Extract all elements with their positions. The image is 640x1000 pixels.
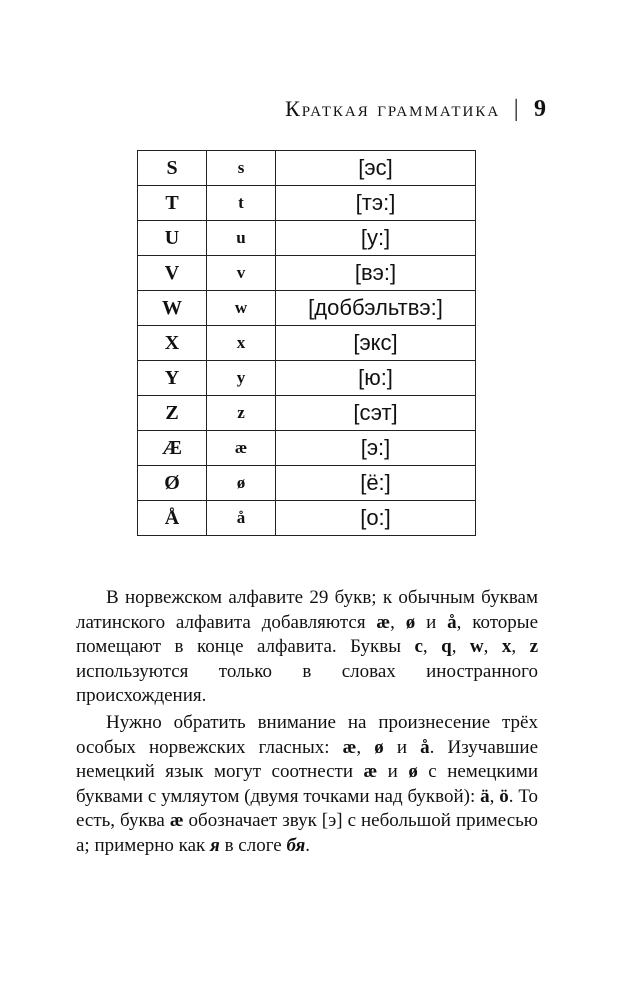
text-run: и	[415, 611, 448, 633]
alphabet-row	[138, 501, 476, 536]
uppercase-letter: T	[138, 186, 207, 221]
alphabet-row	[138, 221, 476, 256]
text-run: с немецкими буквами с умляутом (двумя точками над буквой):	[76, 761, 539, 807]
uppercase-letter: X	[138, 326, 207, 361]
alphabet-row	[138, 361, 476, 396]
letter-c: c	[414, 636, 423, 658]
letter-w: w	[469, 636, 484, 658]
pronunciation: [тэ:]	[276, 186, 476, 221]
uppercase-letter: W	[138, 291, 207, 326]
letter-a-ring: å	[420, 736, 430, 758]
uppercase-letter: U	[138, 221, 207, 256]
page-number: 9	[534, 96, 546, 122]
text-run: ,	[511, 636, 530, 658]
alphabet-row	[138, 326, 476, 361]
letter-o-umlaut: ö	[499, 785, 509, 807]
pronunciation: [ё:]	[276, 466, 476, 501]
uppercase-letter: Z	[138, 396, 207, 431]
pronunciation: [сэт]	[276, 396, 476, 431]
letter-o-slash: ø	[405, 611, 416, 633]
alphabet-row	[138, 256, 476, 291]
body-text	[76, 586, 538, 859]
text-run: ,	[483, 636, 502, 658]
running-header	[0, 96, 546, 123]
text-run: обозначает звук [э] с небольшой примесью а; примерно как	[76, 810, 538, 856]
lowercase-letter: u	[207, 221, 276, 256]
text-run: , которые помещают в конце алфавита. Буквы	[76, 611, 539, 658]
paragraph-vowels	[76, 711, 538, 859]
alphabet-table-body	[138, 151, 476, 536]
letter-a-ring: å	[447, 611, 457, 633]
lowercase-letter: w	[207, 291, 276, 326]
lowercase-letter: v	[207, 256, 276, 291]
text-run: Нужно обратить внимание на произнесение трёх особых норвежских гласных:	[76, 711, 538, 758]
text-run: ,	[390, 611, 406, 633]
text-run: и	[377, 761, 409, 783]
uppercase-letter: V	[138, 256, 207, 291]
text-run: . Изучавшие немецкий язык могут соотнести	[76, 736, 539, 783]
uppercase-letter: S	[138, 151, 207, 186]
alphabet-row	[138, 396, 476, 431]
alphabet-row	[138, 431, 476, 466]
section-title: Краткая грамматика	[285, 96, 501, 121]
letter-ae: æ	[376, 611, 391, 633]
example-letter-ya: я	[210, 834, 220, 856]
pronunciation: [эс]	[276, 151, 476, 186]
pronunciation: [экс]	[276, 326, 476, 361]
alphabet-table	[137, 150, 476, 536]
text-run: . То есть, буква	[76, 785, 539, 832]
text-run: в слоге	[219, 834, 287, 856]
text-run: .	[305, 834, 310, 856]
letter-x: x	[501, 636, 512, 658]
pronunciation: [вэ:]	[276, 256, 476, 291]
letter-a-umlaut: ä	[480, 785, 490, 807]
text-run: ,	[422, 636, 442, 658]
example-syllable-bya: бя	[286, 834, 306, 856]
text-run: ,	[451, 636, 470, 658]
lowercase-letter: y	[207, 361, 276, 396]
letter-ae: æ	[342, 736, 357, 758]
header-separator: |	[513, 96, 521, 122]
letter-o-slash: ø	[408, 761, 418, 783]
alphabet-row	[138, 291, 476, 326]
lowercase-letter: x	[207, 326, 276, 361]
uppercase-letter: Y	[138, 361, 207, 396]
lowercase-letter: ø	[207, 466, 276, 501]
pronunciation: [ю:]	[276, 361, 476, 396]
alphabet-row	[138, 186, 476, 221]
letter-ae: æ	[363, 761, 378, 783]
pronunciation: [о:]	[276, 501, 476, 536]
text-run: ,	[356, 736, 375, 758]
letter-ae: æ	[169, 810, 184, 832]
text-run: используются только в словах иностранного происхождения.	[76, 660, 538, 707]
text-run: и	[383, 736, 421, 758]
uppercase-letter: Æ	[138, 431, 207, 466]
lowercase-letter: z	[207, 396, 276, 431]
text-run: ,	[489, 785, 500, 807]
text-run: В норвежском алфавите 29 букв; к обычным буквам латинского алфавита добавляются	[76, 587, 538, 633]
lowercase-letter: æ	[207, 431, 276, 466]
alphabet-row	[138, 466, 476, 501]
lowercase-letter: t	[207, 186, 276, 221]
paragraph-alphabet-count	[76, 586, 538, 709]
lowercase-letter: s	[207, 151, 276, 186]
alphabet-row	[138, 151, 476, 186]
letter-o-slash: ø	[374, 736, 384, 758]
uppercase-letter: Ø	[138, 466, 207, 501]
pronunciation: [э:]	[276, 431, 476, 466]
pronunciation: [у:]	[276, 221, 476, 256]
pronunciation: [доббэльтвэ:]	[276, 291, 476, 326]
letter-q: q	[441, 636, 452, 658]
uppercase-letter: Å	[138, 501, 207, 536]
letter-z: z	[529, 636, 539, 658]
lowercase-letter: å	[207, 501, 276, 536]
